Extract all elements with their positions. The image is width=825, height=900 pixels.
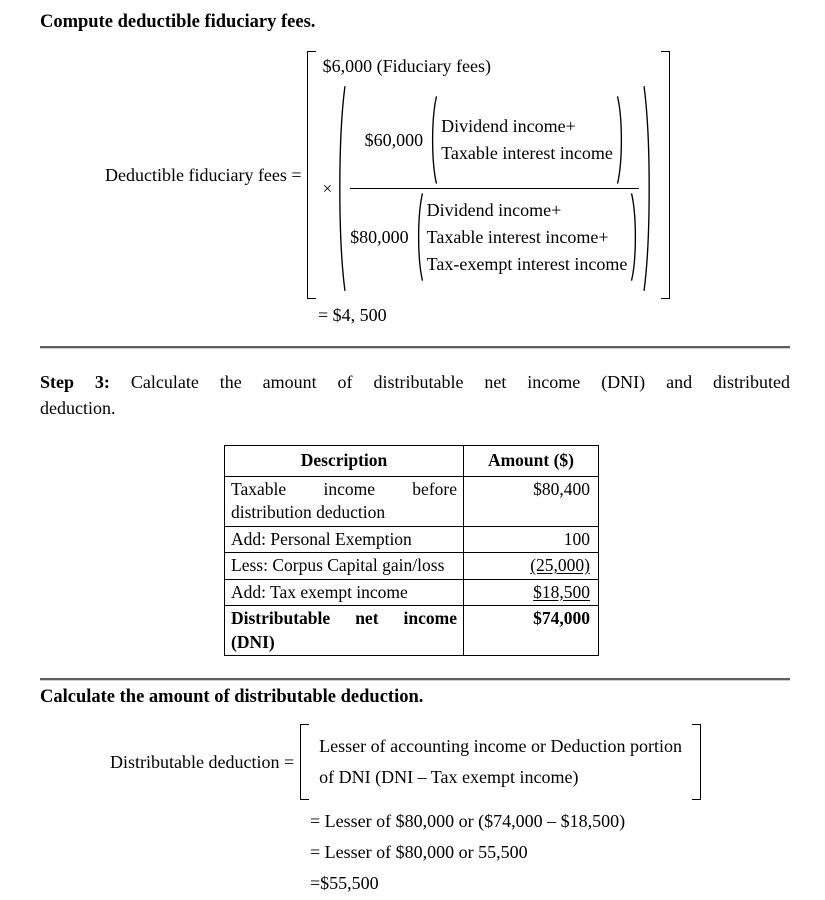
numerator-coefficient: $60,000 xyxy=(364,129,424,150)
denominator xyxy=(350,192,639,282)
step3-line1 xyxy=(40,369,790,395)
table-row xyxy=(225,476,599,526)
right-paren-icon xyxy=(630,192,639,282)
section3-heading: Calculate the amount of distributable deduction. xyxy=(40,687,424,707)
formula1-result: = $4, 500 xyxy=(318,305,387,325)
left-square-bracket-icon xyxy=(307,51,316,299)
amount-cell: $74,000 xyxy=(464,606,599,656)
deductible-fees-formula xyxy=(105,51,790,326)
right-square-bracket-icon xyxy=(661,51,670,299)
step3-line2: deduction. xyxy=(40,398,116,418)
description-cell: Add: Personal Exemption xyxy=(225,526,464,553)
description-cell: Taxable income before distribution deduction xyxy=(225,476,464,526)
description-header: Description xyxy=(225,446,464,477)
section1-heading: Compute deductible fiduciary fees. xyxy=(40,12,316,32)
bracket-line: Lesser of accounting income or Deduction portion xyxy=(319,736,683,756)
formula2-step: = Lesser of $80,000 or ($74,000 – $18,500) xyxy=(310,811,626,831)
left-paren-icon xyxy=(335,83,347,294)
table-header-row xyxy=(225,446,599,477)
description-cell: Distributable net income (DNI) xyxy=(225,606,464,656)
formula2-step: =$55,500 xyxy=(310,873,379,893)
amount-cell: $80,400 xyxy=(464,476,599,526)
table-row xyxy=(225,579,599,606)
denominator-items xyxy=(424,196,631,279)
denominator-item: Taxable interest income+ xyxy=(426,226,609,247)
formula2-step: = Lesser of $80,000 or 55,500 xyxy=(310,842,528,862)
description-cell: Add: Tax exempt income xyxy=(225,579,464,606)
numerator-items xyxy=(438,112,616,168)
formula2-steps xyxy=(310,811,790,893)
right-paren-icon xyxy=(642,83,654,294)
right-paren-icon xyxy=(616,95,625,185)
amount-header: Amount ($) xyxy=(464,446,599,477)
dni-table xyxy=(224,445,599,656)
numerator-item: Taxable interest income xyxy=(441,143,613,163)
step3-label: Step 3: xyxy=(40,372,110,392)
table-row xyxy=(225,553,599,580)
denominator-item: Dividend income+ xyxy=(426,199,562,220)
step3-text: Calculate the amount of distributable net income (DNI) and distributed xyxy=(130,372,790,392)
ratio-fraction xyxy=(350,95,639,282)
fraction-bar xyxy=(350,188,639,189)
table-row-total xyxy=(225,606,599,656)
left-paren-icon xyxy=(415,192,424,282)
denominator-coefficient: $80,000 xyxy=(350,226,409,247)
formula1-content xyxy=(316,51,662,299)
table-row xyxy=(225,526,599,553)
amount-cell: (25,000) xyxy=(464,553,599,580)
amount-cell: $18,500 xyxy=(464,579,599,606)
bracket-line: of DNI (DNI – Tax exempt income) xyxy=(319,767,579,787)
left-square-bracket-icon xyxy=(300,724,309,800)
multiplication-row xyxy=(323,83,655,294)
formula1-lhs: Deductible fiduciary fees = xyxy=(105,164,302,185)
formula1-row xyxy=(105,51,790,299)
right-square-bracket-icon xyxy=(692,724,701,800)
denominator-item: Tax-exempt interest income xyxy=(426,253,628,274)
numerator xyxy=(365,95,625,185)
section-divider xyxy=(40,346,790,349)
formula2-row xyxy=(110,724,790,800)
fiduciary-fees-line: $6,000 (Fiduciary fees) xyxy=(322,56,492,76)
formula2-bracket-content xyxy=(309,724,692,800)
formula2-lhs: Distributable deduction = xyxy=(110,751,295,772)
description-cell: Less: Corpus Capital gain/loss xyxy=(225,553,464,580)
distributable-deduction-formula xyxy=(110,724,790,893)
numerator-item: Dividend income+ xyxy=(441,116,576,136)
left-paren-icon xyxy=(429,95,438,185)
amount-cell: 100 xyxy=(464,526,599,553)
step3-paragraph xyxy=(40,369,790,421)
multiply-sign: × xyxy=(322,178,333,198)
section-divider xyxy=(40,678,790,681)
